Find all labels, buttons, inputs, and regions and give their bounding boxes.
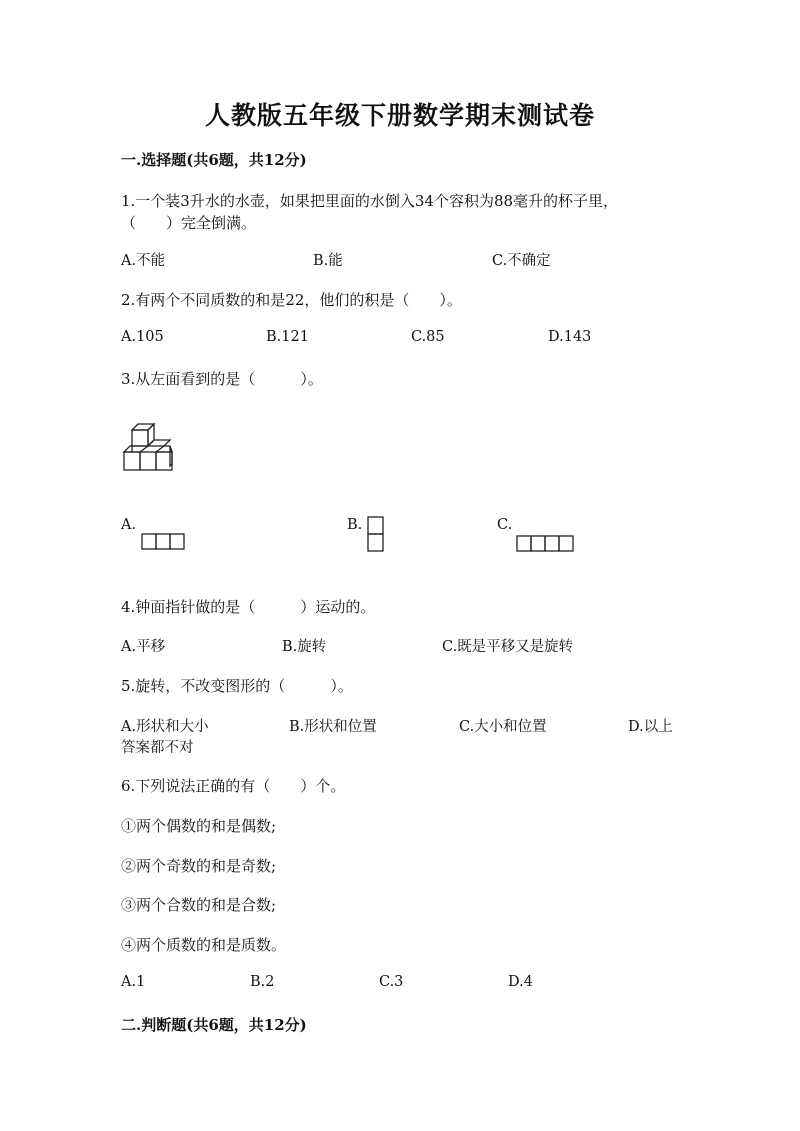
question-6-text: 6.下列说法正确的有（ ）个。	[121, 777, 346, 795]
question-5-option-d-continuation: 答案都不对	[121, 740, 194, 756]
question-3-text: 3.从左面看到的是（ ）。	[121, 370, 323, 388]
stacked-cubes-icon	[118, 420, 178, 475]
question-1-text-line2: （ ）完全倒满。	[121, 214, 257, 232]
question-2-option-d[interactable]: D.143	[548, 329, 592, 345]
question-6-statement-2: ②两个奇数的和是奇数;	[121, 857, 277, 875]
question-1-option-b[interactable]: B.能	[313, 253, 343, 269]
page-title: 人教版五年级下册数学期末测试卷	[204, 101, 595, 130]
question-5-option-c[interactable]: C.大小和位置	[459, 719, 547, 735]
question-2-text: 2.有两个不同质数的和是22，他们的积是（ ）。	[121, 291, 462, 309]
question-6-statement-1: ①两个偶数的和是偶数;	[121, 817, 277, 835]
option-b-two-squares-figure	[367, 516, 385, 552]
question-5-option-d[interactable]: D.以上	[628, 719, 673, 735]
question-2-option-a[interactable]: A.105	[121, 329, 164, 345]
question-4-option-a[interactable]: A.平移	[121, 639, 166, 655]
option-a-three-squares-figure	[141, 533, 186, 551]
question-4-option-b[interactable]: B.旋转	[282, 639, 327, 655]
question-1-option-c[interactable]: C.不确定	[492, 253, 551, 269]
question-6-option-d[interactable]: D.4	[508, 974, 533, 990]
question-4-option-c[interactable]: C.既是平移又是旋转	[442, 639, 574, 655]
question-1-text-line1: 1.一个装3升水的水壶，如果把里面的水倒入34个容积为88毫升的杯子里，	[121, 192, 619, 210]
question-4-text: 4.钟面指针做的是（ ）运动的。	[121, 598, 376, 616]
question-2-option-c[interactable]: C.85	[411, 329, 445, 345]
question-3-option-b[interactable]: B.	[347, 517, 363, 533]
question-5-option-b[interactable]: B.形状和位置	[289, 719, 377, 735]
question-3-option-a[interactable]: A.	[121, 517, 137, 533]
question-6-option-c[interactable]: C.3	[379, 974, 404, 990]
question-6-option-b[interactable]: B.2	[250, 974, 275, 990]
question-2-option-b[interactable]: B.121	[266, 329, 309, 345]
question-1-option-a[interactable]: A.不能	[121, 253, 166, 269]
section-heading-judgment: 二.判断题(共6题，共12分)	[121, 1016, 307, 1034]
question-5-text: 5.旋转，不改变图形的（ ）。	[121, 677, 353, 695]
option-c-four-squares-figure	[516, 535, 574, 553]
question-5-option-a[interactable]: A.形状和大小	[121, 719, 209, 735]
question-3-option-c[interactable]: C.	[497, 517, 513, 533]
question-6-option-a[interactable]: A.1	[121, 974, 146, 990]
section-heading-choice: 一.选择题(共6题，共12分)	[121, 151, 307, 169]
question-6-statement-3: ③两个合数的和是合数;	[121, 896, 277, 914]
question-6-statement-4: ④两个质数的和是质数。	[121, 936, 287, 954]
